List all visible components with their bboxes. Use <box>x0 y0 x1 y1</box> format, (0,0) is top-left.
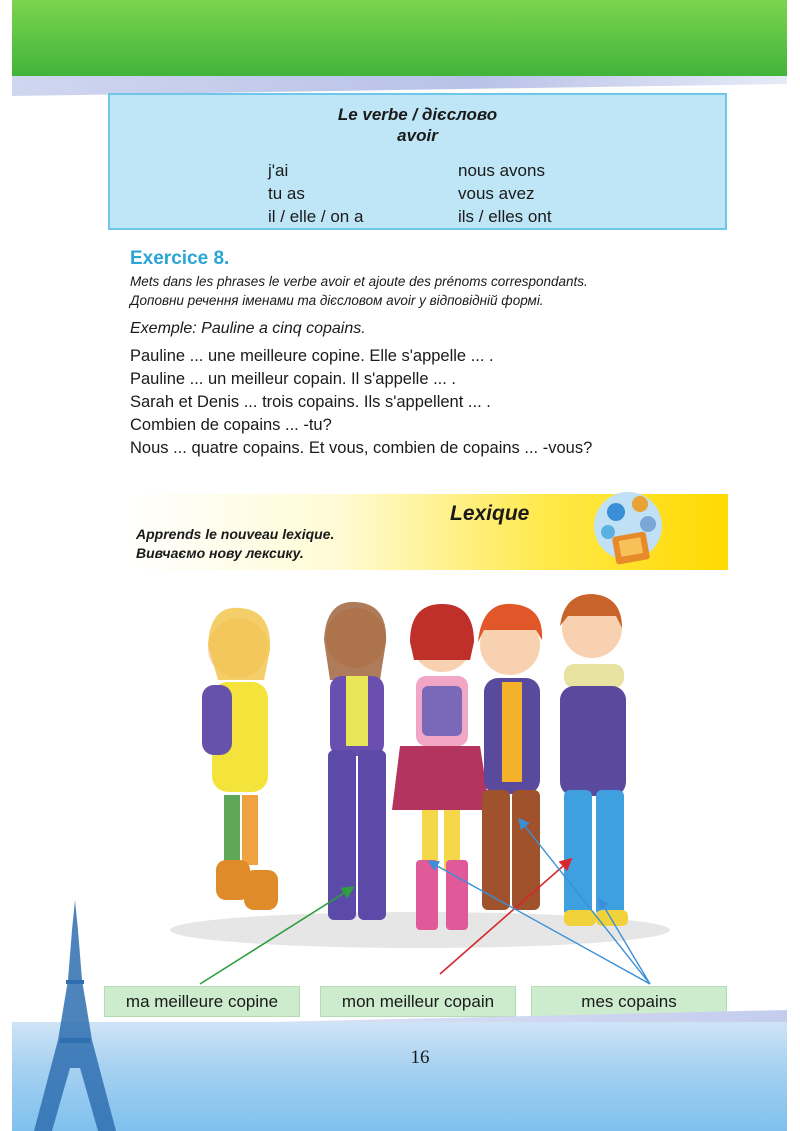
exercise-sentence: Pauline ... un meilleur copain. Il s'appelle ... . <box>130 370 456 388</box>
verb-box-title: Le verbe / дієслово <box>337 105 498 124</box>
conjugation-form: ils / elles ont <box>458 207 552 226</box>
exercise-sentence: Pauline ... une meilleure copine. Elle s'appelle ... . <box>130 347 494 365</box>
exercise-sentences <box>130 345 592 460</box>
verb-conjugation-box <box>108 93 727 230</box>
label-friends: mes copains <box>531 986 727 1017</box>
friends-illustration <box>160 590 680 950</box>
eiffel-tower-icon <box>20 900 130 1131</box>
conjugation-form: il / elle / on a <box>268 207 364 226</box>
boy-scarf-figure <box>560 594 628 926</box>
girl-blonde-figure <box>202 608 278 910</box>
conjugation-form: tu as <box>268 184 305 203</box>
exercise-instruction-fr: Mets dans les phrases le verbe avoir et ajoute des prénoms correspondants. <box>130 274 588 289</box>
conjugation-form: vous avez <box>458 184 535 203</box>
label-best-friend-boy: mon meilleur copain <box>320 986 516 1017</box>
exercise-instruction-ua: Доповни речення іменами та дієсловом avoir у відповідній формі. <box>130 293 544 308</box>
verb-box-subtitle: avoir <box>397 126 438 145</box>
top-header-band <box>12 0 787 78</box>
exercise-sentence: Sarah et Denis ... trois copains. Ils s'appellent ... . <box>130 393 491 411</box>
girl-redhead-figure <box>392 604 490 930</box>
conjugation-singular <box>268 159 363 228</box>
label-best-friend-girl: ma meilleure copine <box>104 986 300 1017</box>
boy-orange-hair-figure <box>478 604 542 910</box>
exercise-sentence: Combien de copains ... -tu? <box>130 416 332 434</box>
alphabet-book-icon <box>590 484 670 574</box>
exercise-sentence: Nous ... quatre copains. Et vous, combien de copains ... -vous? <box>130 439 593 457</box>
exercise-example: Exemple: Pauline a cinq copains. <box>130 320 366 337</box>
lexique-title: Lexique <box>450 502 530 525</box>
girl-brunette-figure <box>324 602 386 920</box>
page-number: 16 <box>410 1047 430 1068</box>
conjugation-plural <box>458 159 552 228</box>
exercise-title: Exercice 8. <box>130 248 230 269</box>
lexique-instruction-ua: Вивчаємо нову лексику. <box>136 545 304 561</box>
lexique-instruction-fr: Apprends le nouveau lexique. <box>136 526 335 542</box>
conjugation-form: j'ai <box>268 161 289 180</box>
conjugation-form: nous avons <box>458 161 545 180</box>
